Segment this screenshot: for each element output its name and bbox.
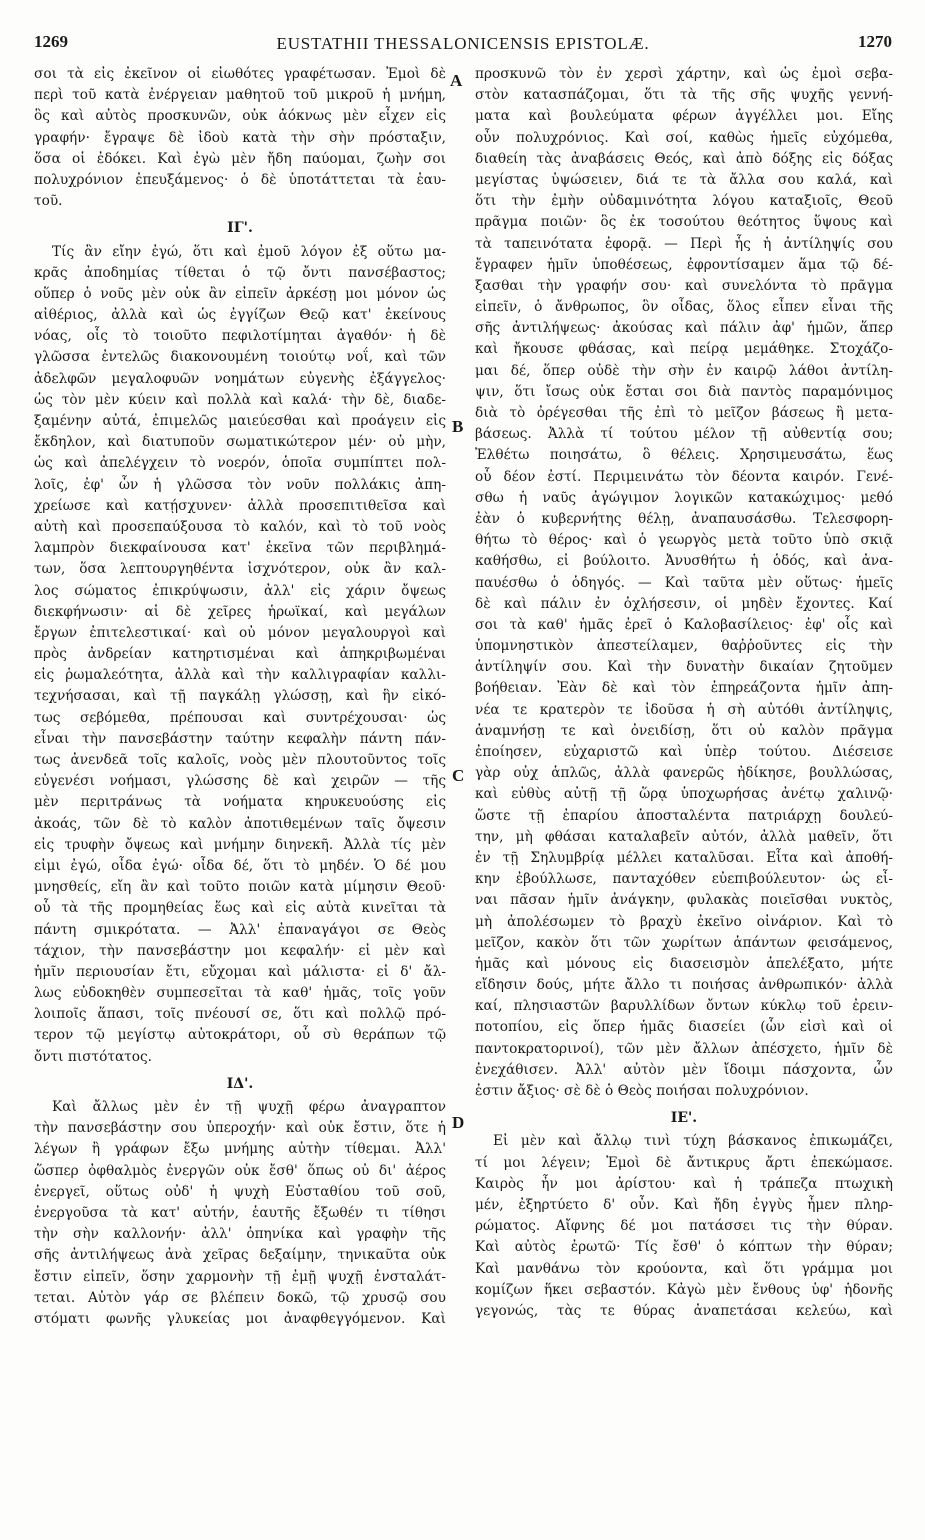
text-line: ἔκδηλον, καὶ διατυποῦν σωματικώτερον μέν· οὐ μὴν, (34, 434, 446, 451)
text-line: προσκυνῶ τὸν ἐν χερσὶ χάρτην, καὶ ὡς ἐμοὶ σεβα- (475, 66, 893, 82)
text-line: Καὶ ἄλλως μὲν ἐν τῇ ψυχῇ φέρω ἀναγραπτον (52, 1099, 446, 1115)
text-line: διεκφήνωσιν· αἱ δὲ χεῖρες ἡρωϊκαί, καὶ μεγάλων (34, 603, 446, 620)
text-line: Τίς ἂν εἴην ἐγώ, ὅτι καὶ ἐμοῦ λόγον ἐξ οὕτω μα- (52, 243, 446, 260)
text-line: νέα τε κρατερὸν τε ἰδοῦσα ἡ σὴ αὐτόθι ἀντίληψις, (475, 701, 893, 718)
text-line: οὗ τὰ τῆς προμηθείας ἕως καὶ εἰς αὐτὰ κινεῖται τὰ (34, 900, 446, 917)
text-line: πολυχρόνιον ἐπευξάμενος· ὁ δὲ ὑποτάττεται τὰ ἑαυ- (34, 171, 446, 188)
text-line: τί μοι λέγειν; Ἐμοὶ δὲ ἄντικρυς ἄρτι ἐπεκώμασε. (475, 1154, 893, 1171)
text-line: αὐτὴ καὶ προσεπαύξουσα τὸ καλόν, καὶ τὸ τοῦ νοὸς (34, 518, 446, 535)
text-line: ἔργων ἐπιτελεστικαί· καὶ οὐ μόνον μεγαλουργοὶ καὶ (34, 624, 446, 641)
text-line: διαθείη τὰς ἀναβάσεις Θεός, καὶ ἀπὸ δόξης εἰς δόξας (475, 150, 893, 167)
text-line: ἐνεχάθισεν. Ἀλλ' αὐτὸν μὲν ἴδοιμι πάσχοντα, ὧν (475, 1061, 893, 1078)
text-line: ὡς καὶ ἀπελέγχειν τὸ νοερόν, ὁποῖα συμπίπτει πολ- (34, 455, 446, 472)
text-line: τεχνήσασαι, καὶ τῇ παγκάλῃ γλώσσῃ, καὶ ἣν εἰκό- (34, 688, 446, 705)
text-line: ματα καὶ βουλεύματα φέρων ἀγγέλλει μοι. Εἴης (475, 108, 893, 125)
text-line: Καιρὸς ἦν μοι ἀρίστου· καὶ ἡ τράπεζα πτωχικὴ (475, 1175, 893, 1192)
text-line: εἶναι τὴν πανσεβάστην ταύτην κεφαλὴν πάντη πάν- (34, 730, 446, 747)
text-line: ὅτι τὴν ἐμὴν οὐδαμινότητα λόγου καταξιοῖς, Θεοῦ (475, 193, 893, 210)
text-line: εὐγενέσι νοήμασι, γλώσσης δὲ καὶ χειρῶν — τῆς (34, 773, 446, 790)
text-line: ἐποίησεν, εὐχαριστῶ καὶ ὑπὲρ τούτου. Διέσεισε (475, 744, 893, 760)
text-line: μὴ ἀπολέσωμεν τὸ βραχὺ ἐκεῖνο οἰνάριον. Καὶ τὸ (475, 913, 893, 930)
text-line: τὴν σὴν καλλονήν· ἀλλ' ὁπηνίκα καὶ γραφὴν τῆς (34, 1226, 446, 1243)
page-number-right: 1270 (858, 32, 892, 51)
text-line: σοι τὰ εἰς ἐκεῖνον οἱ εἰωθότες γραφέτωσαν. Ἐμοὶ δὲ (34, 66, 446, 82)
margin-letter-b: B (452, 417, 464, 436)
text-line: τως σεβόμεθα, πρέπουσαι καὶ συντρέχουσαι· ὡς (34, 709, 446, 726)
text-line: εἰς τρυφὴν ὄψεως καὶ μνήμην διηνεκῆ. Ἀλλὰ τίς μὲν (34, 836, 446, 853)
text-line: ἔγραφεν ἡμῖν ὑποθέσεως, ἐφροντίσαμεν ἅμα τῷ δέ- (475, 256, 893, 273)
text-line: λως εὐδοκηθὲν συμπεσεῖται τὰ καθ' ἡμᾶς, τοῖς γοῦν (34, 985, 446, 1002)
text-line: Καὶ μανθάνω τὸν κρούοντα, καὶ ὅτι γράμμα μοι (475, 1260, 893, 1277)
text-line: τοῦ. (34, 193, 63, 210)
text-line: ἐν τῇ Σηλυμβρίᾳ μέλλει καταλῦσαι. Εἶτα καὶ ἀποθή- (475, 849, 893, 866)
text-line: θήτω τὸ θέρος· καὶ ὁ γεωργὸς μετὰ τοῦτο ὑπὸ σκιᾷ (475, 532, 893, 549)
text-line: πρὸς ἀνδρείαν κατηρτισμέναι καὶ ἀπηκριβωμέναι (34, 646, 446, 663)
text-line: ξασθαι τὴν γραφήν σου· καὶ συνελόντα τὸ πρᾶγμα (475, 277, 893, 294)
text-line: Ἐλθέτω ποιησάτω, ὃ θέλεις. Χρησιμευσάτω, ἕως (475, 447, 893, 464)
text-line: σῆς ἀντιλήψεως ἀνὰ χεῖρας δεξαίμην, τηνικαῦτα οὐκ (34, 1247, 446, 1264)
text-line: ὑπομνηστικὸν ἀπεστείλαμεν, θαῤῥοῦντες εἰς τὴν (475, 638, 893, 655)
text-line: ὄντι πιστότατος. (34, 1048, 153, 1065)
text-line: ἐστιν ἄξιος· σὲ δὲ ὁ Θεὸς ποιήσαι πολυχρόνιον. (475, 1083, 809, 1099)
text-line: παυέσθω ὁ ὁδηγός. — Καὶ ταῦτα μὲν οὕτως· ἡμεῖς (475, 574, 893, 591)
running-head (34, 32, 892, 56)
running-title: EUSTATHII THESSALONICENSIS EPISTOLÆ. (276, 34, 650, 53)
margin-letter-a: A (450, 71, 463, 90)
page-number-left: 1269 (34, 32, 68, 51)
text-line: μεγίστας ὑψώσειεν, διά τε τὰ ἄλλα σου καλά, καὶ (475, 171, 893, 188)
text-line: στόματι φωνῆς γλυκείας μοι ἀναφθεγγόμενον. Καὶ (34, 1310, 446, 1327)
text-line: δὲ καὶ πάλιν ἐν ὀχλήσεσιν, οἱ μηδὲν ἔχοντες. Καί (475, 595, 893, 612)
text-line: κρᾶς ἀποδημίας τίθεται ὁ τῷ ὄντι πανσέβαστος; (34, 264, 446, 281)
text-line: ὥσπερ ὀφθαλμὸς ἐνεργῶν οὐκ ἔσθ' ὅπως οὐ δι' ἀέρος (34, 1162, 446, 1179)
text-line: εἰμι ἐγώ, οἶδα ἐγώ· οἶδα δέ, ὅτι τὸ μηδέν. Ὁ δέ μου (34, 857, 446, 874)
text-line: μαι δέ, ὅπερ οὐδὲ τὴν σὴν ἐν καιρῷ λάθοι ἀντίλη- (475, 362, 893, 379)
margin-letter-d: D (452, 1113, 465, 1132)
text-line: νόας, οἷς τὸ τοιοῦτο πεφιλοτίμηται ἀγαθόν· ἡ δὲ (34, 328, 446, 345)
text-line: τεται. Αὐτὸν γάρ σε βλέπειν δοκῶ, τῷ χρυσῷ σου (34, 1289, 446, 1306)
text-line: ρώματος. Αἴφνης δέ μοι πατάσσει τις τὴν θύραν. (475, 1218, 893, 1235)
text-line: οὖν πολυχρόνιος. Καὶ σοί, καθὼς ἡμεῖς εὐχόμεθα, (475, 129, 893, 146)
text-line: κην ἐβούλλωσε, πανταχόθεν εὐεπιβούλευτον· ὡς εἶ- (475, 871, 893, 888)
text-line: σθω ἡ ναῦς ἀγώγιμον λογικῶν κατακώχιμος· μεθό (475, 489, 893, 506)
text-line: λαμπρὸν διεκφαίνουσα κατ' ἐκεῖνα τῶν περιβλημά- (34, 540, 446, 557)
text-line: ψιν, ὅτι ἴσως οὐκ ἔσται σοι διὰ παντὸς παραμόνιμος (475, 383, 893, 400)
text-line: ποτοπίου, εἰς ὅπερ ἡμᾶς διασείει (ὧν εἰσὶ καὶ οἱ (475, 1019, 893, 1036)
text-line: οὗ δέον ἐστί. Περιμεινάτω τὸν δέοντα καιρόν. Γενέ- (475, 468, 893, 485)
text-line: στὸν κατασπάζομαι, ὅτι τὰ τῆς σῆς ψυχῆς γεννή- (475, 87, 893, 104)
text-line: περὶ τοῦ κατὰ ἐνέργειαν μαθητοῦ τοῦ μικροῦ ἡ μνήμη, (34, 87, 446, 104)
text-line: σῆς ἀντιλήψεως· ἀκούσας καὶ πάλιν ἀφ' ἡμῶν, ἅπερ (475, 320, 893, 337)
text-line: λοῖς, ἐφ' ὧν ἡ γλῶσσα τὸν νοῦν πολλάκις ἀπη- (34, 476, 446, 493)
text-line: λοιποῖς ἅπασι, τοῖς πνέουσί σε, ὅτι καὶ πολλῷ πρό- (34, 1006, 446, 1023)
text-line: ὡς τὸν μὲν κύειν καὶ πολλὰ καὶ καλά· τὴν δὲ, διαδε- (34, 391, 446, 408)
text-line: ναι πᾶσαν ἡμῖν ἀνάγκην, φυλακὰς ποιεῖσθαι νυκτὸς, (475, 892, 893, 909)
text-line: ἀδελφῶν μεγαλοφυῶν νοημάτων εὐγενὴς ἐξάγγελος· (34, 370, 446, 387)
text-line: διὰ τὸ ὀρέγεσθαι τῆς ἐπὶ τὸ μεῖζον βάσεως ἢ μετα- (475, 405, 893, 421)
text-line: πρᾶγμα ποιῶν· ὃς ἐκ τοσούτου θεότητος ὕψους καὶ (475, 214, 893, 231)
text-line: αἰθέριος, ἀλλὰ καὶ ὡς ἐγγίζων Θεῷ κατ' ἐκείνους (34, 307, 446, 324)
text-line: ὥστε τῇ ἐπαρίου ἀποσταλέντα πατριάρχῃ δουλεύ- (475, 807, 893, 824)
margin-letter-c: C (452, 766, 465, 785)
text-line: ὃς καὶ αὐτὸς προσκυνῶν, οὐκ ἀόκνως μὲν εἶχεν εἰς (34, 108, 446, 125)
text-line: των, ὅσα λεπτουργηθέντα ἰσχνότερον, οὐκ ἂν καλ- (34, 561, 446, 578)
text-line: τὰ ταπεινότατα ἐφορᾷ. — Περὶ ἧς ἡ ἀντίληψίς σου (475, 235, 893, 252)
text-line: λος σώματος ἐπικρύψωσιν, ἀλλ' εἰς χάριν ὄψεως (34, 582, 446, 599)
text-line: μεῖζον, κακὸν ὅτι τῶν χωρίτων ἁπάντων φεισάμενος, (475, 934, 893, 951)
text-line: μέν, ἐξηρτύετο δ' οὖν. Καὶ ἤδη ἐγγὺς ἦμεν πληρ- (475, 1196, 893, 1213)
text-line: γραφήν· ἔγραψε δὲ ἰδοὺ κατὰ τὴν σὴν πρόσταξιν, (34, 129, 446, 146)
text-line: πάντη σμικρότατα. — Ἀλλ' ἐπαναγάγοι σε Θεὸς (34, 921, 446, 938)
text-line: ἀντίληψίν σου. Καὶ τὴν δυνατὴν δικαίαν ζητοῦμεν (475, 659, 893, 676)
text-line: σοι τὰ καθ' ἡμᾶς ἐρεῖ ὁ Καλοβασίλειος· ἐφ' οἷς καὶ (475, 616, 893, 633)
text-line: γεγονώς, τὰς τε θύρας ἀναπετάσαι κελεύω, καὶ (475, 1302, 893, 1319)
section-heading-15: ΙΕ'. (670, 1110, 698, 1127)
text-line: ὅσα οἱ ἐδόκει. Καὶ ἐγὼ μὲν ἤδη παύομαι, ζωὴν σοι (34, 150, 446, 167)
text-line: εἰπεῖν, ὁ ἄνθρωπος, ὃν οἶδας, ὅλος εἶπεν εἶναι τῆς (475, 299, 893, 316)
text-line: καί, πλησιαστῶν βαρυλλίδων ὄντων κύκλῳ τοῦ ἐρειν- (475, 998, 893, 1015)
text-line: οὕπερ ὁ νοῦς μὲν οὐκ ἂν εἰπεῖν ἀρκέσῃ μοι μόνον ὡς (34, 285, 446, 302)
text-line: εἰς ῥωμαλεότητα, ἀλλὰ καὶ τὴν καλλιγραφίαν καλλι- (34, 667, 446, 684)
text-line: γὰρ οὐχ ἁπλῶς, ἀλλὰ φανερῶς ἠδίκησε, βουλλώσας, (475, 765, 893, 782)
text-line: κομίζων ἥκει σεβαστόν. Κἀγὼ μὲν ἔνθους ὑφ' ἡδονῆς (475, 1281, 893, 1298)
text-line: καθήσθω, εἰ βούλοιτο. Ἀνυσθήτω ἡ ὁδός, καὶ ἀνα- (475, 553, 893, 570)
text-line: Καὶ αὐτὸς ἐρωτῶ· Τίς ἔσθ' ὁ κόπτων τὴν θύραν; (475, 1239, 893, 1256)
text-line: καὶ ἤκουσε φθάσας, καὶ πείρᾳ μεμάθηκε. Στοχάζο- (475, 341, 893, 358)
text-line: μὲν περιτράνως τὰ νοήματα κηρυκευούσης εἰς (34, 794, 446, 811)
text-line: λέγων ἢ γράφων ἔξω μνήμης αὐτὴν τίθεμαι. Ἀλλ' (34, 1141, 446, 1158)
text-line: καὶ εὐθὺς αὐτῇ τῇ ὥρᾳ ὑποχωρήσας ἀνέτῳ χαλινῷ· (475, 786, 893, 803)
text-line: ἔστιν εἰπεῖν, ὅσην χαρμονὴν τῇ ἐμῇ ψυχῇ ἐνσταλάτ- (34, 1268, 446, 1285)
text-line: ἐνεργοῦσα τὰ κατ' αὐτήν, ἑαυτῆς ἔξωθέν τι τίθησι (34, 1204, 446, 1221)
text-line: ξαμένην αὐτά, ἐπιμελῶς μαιεύεσθαι καὶ προάγειν εἰς (34, 413, 446, 429)
text-line: τάχιον, τὴν πανσεβάστην μοι κεφαλήν· εἰ μὲν καὶ (34, 942, 446, 959)
text-line: ἡμᾶς καὶ μόνους εἰς διασεισμὸν ἀπελέξατο, μήτε (475, 955, 893, 972)
right-column (475, 64, 893, 1322)
section-heading-13: ΙΓ'. (227, 220, 253, 237)
text-line: χρείωσε καὶ κατῄσχυνεν· ἀλλὰ προσεπιτιθεῖσα καὶ (34, 497, 446, 514)
text-line: ἡμῖν περιουσίαν ἔτι, εὔχομαι καὶ μάλιστα· εἰ δ' ἄλ- (34, 963, 446, 980)
left-column (34, 64, 446, 1330)
text-line: ἐνεργεῖ, οὕτως οὐδ' ἡ ψυχὴ Εὐσταθίου τοῦ σοῦ, (34, 1183, 446, 1200)
text-line: παντοκρατορινοί), τῶν μὲν ἄλλων ἀπέσχετο, ἡμῖν δὲ (475, 1040, 893, 1057)
text-line: ἐὰν ὁ κυβερνήτης θέλῃ, ἀναπαυσάσθω. Τελεσφορη- (475, 510, 893, 527)
text-line: μνησθείς, εἴη ἂν καὶ τοῦτο ποιῶν κατὰ μίμησιν Θεοῦ· (34, 879, 446, 896)
text-line: ἀκοάς, τῶν δὲ τὸ καλὸν ἀποτιθεμένων ταῖς ὄψεσιν (34, 815, 446, 832)
text-line: την, μὴ φθάσαι καταλαβεῖν αὐτόν, ἀλλὰ μαθεῖν, ὅτι (475, 828, 893, 845)
text-line: βοήθειαν. Ἐὰν δὲ καὶ τὸν ἐπηρεάζοντα ἡμῖν ἀπη- (475, 680, 893, 697)
text-line: τὴν πανσεβάστην σου ὑπεροχήν· καὶ οὐκ ἔστιν, ὅτε ἡ (34, 1120, 446, 1137)
text-line: τερον τῷ μεγίστῳ αὐτοκράτορι, οὗ σὺ θεράπων τῷ (34, 1027, 446, 1044)
text-line: βάσεως. Ἀλλὰ τί τούτου μέλον τῇ αὐθεντίᾳ σου; (475, 426, 893, 443)
section-heading-14: ΙΔ'. (226, 1075, 254, 1092)
text-line: εἴδησιν δούς, μήτε ἄλλο τι ποιήσας ἀνθρωπικόν· ἀλλὰ (475, 977, 893, 994)
text-line: ἀναμνήσῃ τε καὶ ὀνειδίσῃ, ὅτι οὐ καλὸν πρᾶγμα (475, 722, 893, 739)
text-line: γλῶσσα ἐντελῶς διακονουμένη τοιούτῳ νοΐ, καὶ τῶν (34, 349, 446, 366)
text-line: τως ἀνενδεᾶ τοῖς καλοῖς, νοὸς μὲν πλουτοῦντος τοῖς (34, 752, 446, 768)
text-line: Εἰ μὲν καὶ ἄλλῳ τινὶ τύχη βάσκανος ἐπικωμάζει, (493, 1133, 893, 1150)
